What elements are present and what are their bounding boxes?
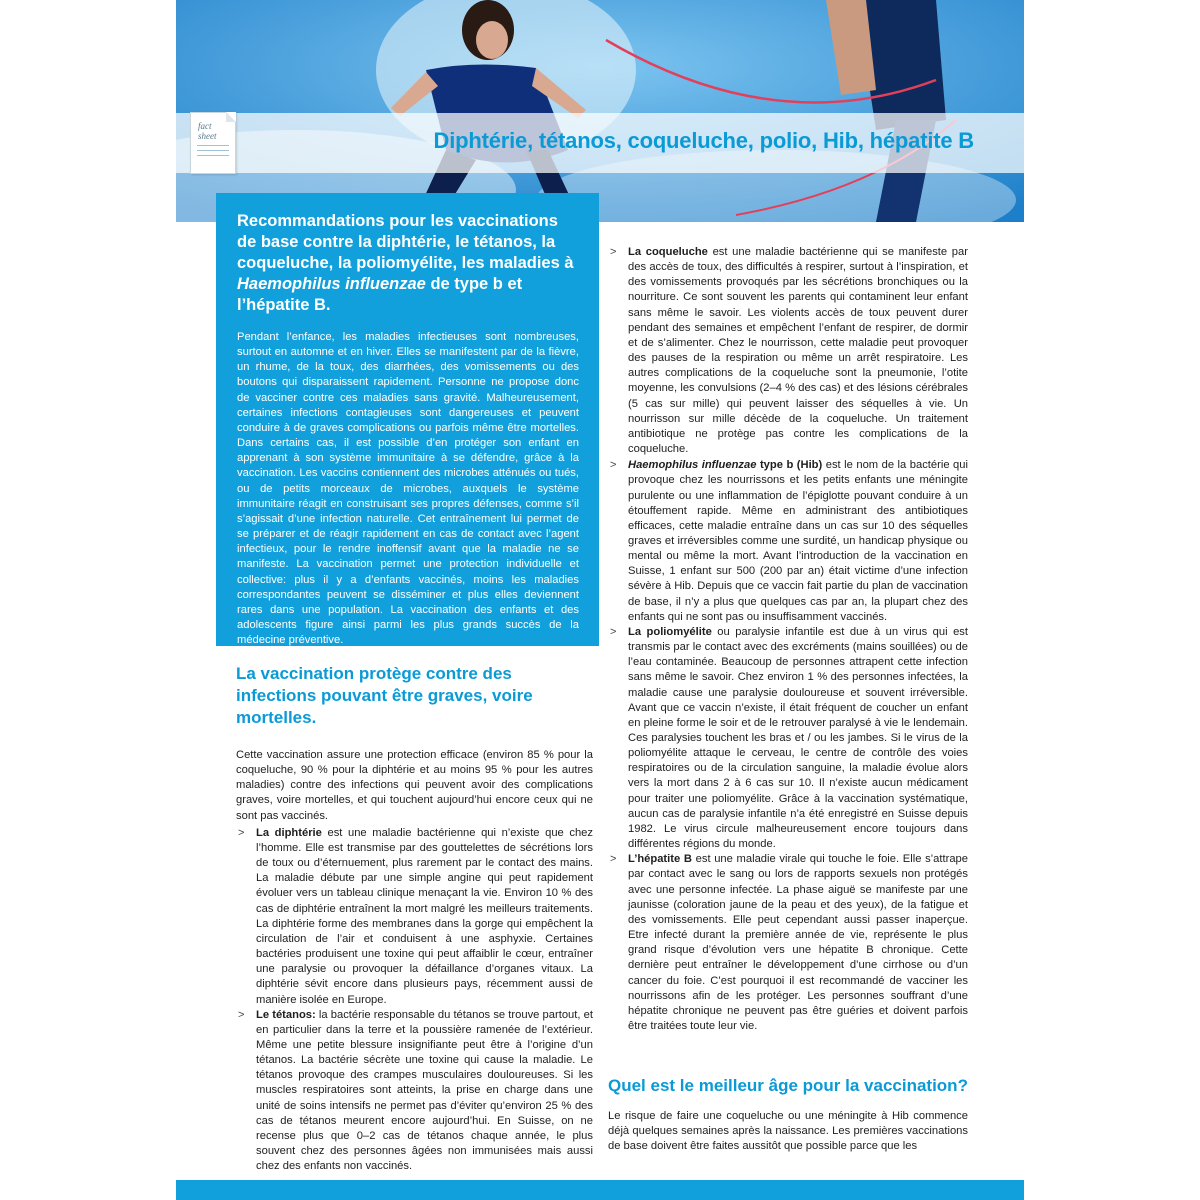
list-item-diphtheria [236,826,593,1008]
polio-text: ou paralysie infantile est due à un virus qui est transmis par le contact avec des excréments (mains souillées) ou de l’eau contaminée. Beaucoup de personnes attrapent cette infection sans même le savoir. Chez environ 1 % des personnes infectées, la maladie cause une paralysie douloureuse et souvent irréversible. Avant que ce vaccin n’existe, il était fréquent de coucher un enfant en pleine forme le soir et de le retrouver paralysé à vie le lendemain. Ces paralysies touchent les bras et / ou les jambes. Si le virus de la poliomyélite attaque le cerveau, le centre de contrôle des voies respiratoires ou de la circulation sanguine, la maladie évolue alors vers la mort dans 2 à 6 cas sur 10. Il n’existe aucun médicament pour traiter une poliomyélite. Grâce à la vaccination systématique, aucun cas de paralysie infantile n’a été enregistré en Suisse depuis 1982. Le virus circule malheureusement encore toujours dans différentes régions du monde. [628,625,969,851]
diphtheria-text: est une maladie bactérienne qui n’existe que chez l’homme. Elle est transmise par des gouttelettes de sécrétions lors de toux ou d’éternuement, plus rarement par le contact des mains. La maladie débute par une simple angine qui peut rapidement évoluer vers un tableau clinique menaçant la vie. Environ 10 % des cas de diphtérie entraînent la mort malgré les meilleurs traitements. La diphtérie forme des membranes dans la gorge qui empêchent la circulation de l’air et conduisent à une asphyxie. Certaines bactéries produisent une toxine qui peut affaiblir le cœur, entraîner une paralysie ou provoquer la défaillance d’organes vitaux. La diphtérie sévit encore dans plusieurs pays, récemment aussi de manière isolée en Europe. [256,826,593,1006]
fact-sheet-rule [197,145,229,146]
term-tetanus: Le tétanos: [256,1008,316,1021]
term-hib [628,459,822,471]
fact-sheet-rule [197,150,229,151]
list-item-text [256,826,593,1008]
page-title: Diphtérie, tétanos, coqueluche, polio, Hib, hépatite B [433,128,974,153]
list-item-text [628,245,968,457]
footer-bar [176,1180,1024,1200]
intro-heading-italic: Haemophilus influenzae [237,275,426,293]
term-pertussis: La coqueluche [628,246,708,258]
list-item-polio [608,625,968,852]
bullet-arrow-icon: > [610,459,617,472]
right-column-lower [608,1075,968,1154]
right-column [608,245,968,1034]
bullet-arrow-icon: > [610,625,617,638]
left-column [236,663,593,1174]
term-polio: La poliomyélite [628,625,712,638]
folded-corner-icon [226,112,236,122]
list-item-text [628,852,968,1034]
section-heading-best-age: Quel est le meilleur âge pour la vaccination? [608,1076,968,1095]
bullet-arrow-icon: > [610,853,617,866]
term-hepatitis-b: L’hépatite B [628,853,692,866]
intro-text: Pendant l’enfance, les maladies infectieuses sont nombreuses, surtout en automne et en hiver. Elles se manifestent par de la fièvre, un rhume, de la toux, des diarrhées, des vomissements ou des boutons qui disparaissent rapidement. Personne ne propose donc de vacciner contre ces maladies sans gravité. Malheureusement, certaines infections contagieuses sont dangereuses et peuvent conduire à de graves complications ou parfois même être mortelles. Dans certains cas, il est possible d’en protéger son enfant en apprenant à son système immunitaire à se défendre, grâce à la vaccination. Les vaccins contiennent des microbes atténués ou tués, ou de petits morceaux de microbes, auxquels le système immunitaire réagit en construisant ses propres défenses, comme s’il s’agissait d’une infection naturelle. Cet entraînement lui permet de se préparer et de réagir rapidement en cas de contact avec l’agent infectieux, pour le rendre inoffensif avant que la maladie ne se manifeste. La vaccination permet une protection individuelle et collective: plus il y a d’enfants vaccinés, moins les maladies correspondantes peuvent se disséminer et plus elles deviennent rares dans une population. La vaccination des enfants et des adolescents figure ainsi parmi les plus grands succès de la médecine préventive. [237,331,579,647]
intro-heading-part2: de type b et l’hépatite B. [237,275,523,314]
intro-heading [237,211,579,316]
fact-sheet-line2: sheet [198,131,217,141]
list-item-hepatitis-b [608,852,968,1034]
section-intro: Cette vaccination assure une protection efficace (environ 85 % pour la coqueluche, 90 % pour la diphtérie et au moins 95 % pour les autres maladies) contre des infections qui peuvent avoir des complications graves, voire mortelles, et qui touchent aujourd’hui encore ceux qui ne sont pas vaccinés. [236,749,593,822]
term-hib-rest: type b (Hib) [756,459,823,472]
term-diphtheria: La diphtérie [256,826,322,839]
hib-text: est le nom de la bactérie qui provoque chez les nourrissons et les petits enfants une méningite purulente ou une inflammation de l’épiglotte pouvant conduire à un étouffement rapide. Même en administrant des antibiotiques efficaces, cette maladie entraîne dans un cas sur 10 des séquelles graves et irréversibles comme une surdité, un handicap physique ou mental ou même la mort. Avant l’introduction de la vaccination en Suisse, 1 enfant sur 500 (200 par an) était victime d’une infection sévère à Hib. Depuis que ce vaccin fait partie du plan de vaccination de base, il n’y a plus que quelques cas par an, la plupart chez des enfants qui ne sont pas ou insuffisamment vaccinés. [628,459,968,623]
term-hib-italic: Haemophilus influenzae [628,459,757,472]
hero-illustration [176,0,1024,222]
pertussis-text: est une maladie bactérienne qui se manifeste par des accès de toux, des difficultés à respirer, surtout à l’inspiration, et des vomissements provoqués par les sécrétions bronchiques ou la nourriture. Ce sont souvent les parents qui contaminent leur enfant sans même le savoir. Les violents accès de toux peuvent durer pendant des semaines et empêchent l’enfant de respirer, de dormir et de s’alimenter. Chez le nourrisson, cette maladie peut provoquer des pauses de la respiration ou même un arrêt respiratoire. Les autres complications de la coqueluche sont la pneumonie, l’otite moyenne, les convulsions (2–4 % des cas) et des lésions cérébrales (5 cas sur mille) qui peuvent laisser des séquelles à vie. Un nourrisson sur mille décède de la coqueluche. Un traitement antibiotique ne protège pas contre les complications de la coqueluche. [628,246,968,456]
list-item-pertussis [608,245,968,457]
intro-heading-part1: Recommandations pour les vaccinations de base contre la diphtérie, le tétanos, la coqueluche, la poliomyélite, les maladies à [237,212,574,272]
list-item-text [256,1008,593,1175]
list-item-text [628,458,968,625]
bullet-arrow-icon: > [610,246,617,258]
list-item-hib [608,458,968,625]
list-item-tetanus [236,1008,593,1175]
page [176,0,1024,1200]
hepatitis-b-text: est une maladie virale qui touche le foie. Elle s’attrape par contact avec le sang ou lors de rapports sexuels non protégés avec une personne infectée. La phase aiguë se manifeste par une jaunisse (coloration jaune de la peau et des yeux), de la fatigue et des vomissements. Elle peut cependant aussi passer inaperçue. Etre infecté durant la première année de vie, représente le plus grand risque d’évolution vers une hépatite B chronique. Cette dernière peut entraîner le développement d’une cirrhose ou d’un cancer du foie. C’est pourquoi il est recommandé de vacciner les nourrissons afin de les protéger. Les personnes souffrant d’une hépatite chronique ne peuvent pas être guéries et doivent parfois être traitées toute leur vie. [628,853,969,1032]
hero-photo [176,0,1024,222]
list-item-text [628,625,968,852]
fact-sheet-label [190,112,236,174]
tetanus-text: la bactérie responsable du tétanos se trouve partout, et en particulier dans la terre et la poussière ramenée de l’extérieur. Même une petite blessure insignifiante peut être à l’origine d’un tétanos. La bactérie sécrète une toxine qui cause la maladie. Le tétanos provoque des crampes musculaires douloureuses. Si les muscles respiratoires sont atteints, la prise en charge dans une unité de soins intensifs ne permet pas d’éviter qu’environ 25 % des cas de tétanos meurent encore aujourd’hui. En Suisse, on ne recense plus que 0–2 cas de tétanos chaque année, le plus souvent chez des personnes âgées non immunisées mais aussi chez des enfants non vaccinés. [256,1008,593,1173]
bullet-arrow-icon: > [238,1008,245,1021]
best-age-text: Le risque de faire une coqueluche ou une méningite à Hib commence déjà quelques semaines après la naissance. Les premières vaccinations de base doivent être faites aussitôt que possible parce que les [608,1110,968,1153]
fact-sheet-line1: fact [198,121,212,131]
intro-box [216,193,599,646]
bullet-arrow-icon: > [238,826,245,839]
fact-sheet-rule [197,155,229,156]
section-heading-protection: La vaccination protège contre des infections pouvant être graves, voire mortelles. [236,664,533,727]
